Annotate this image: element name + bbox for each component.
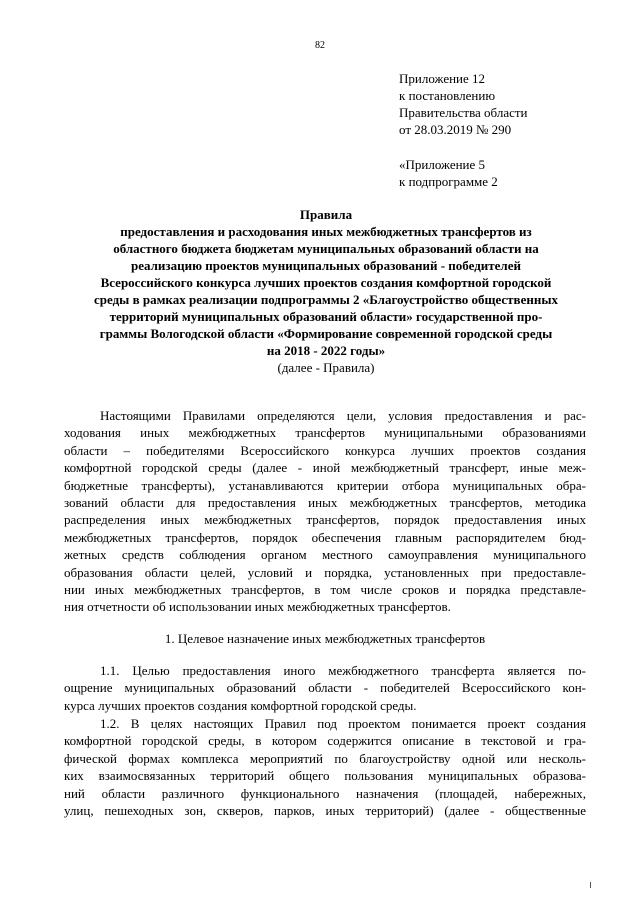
paragraph-line: Настоящими Правилами определяются цели, условия предоставления и рас- — [100, 408, 586, 423]
paragraph-line: области – победителями Всероссийского конкурса лучших проектов создания — [64, 442, 586, 458]
paragraph-line: ния отчетности об использовании иных межбюджетных трансфертов. — [64, 599, 451, 615]
title-line: на 2018 - 2022 годы» — [266, 343, 386, 358]
paragraph-line: улиц, пешеходных зон, скверов, парков, иных территорий) (далее - общественные — [64, 803, 586, 819]
paragraph-line: комфортной городской среды, в котором содержится описание в текстовой и гра- — [64, 733, 586, 749]
scan-mark — [590, 882, 591, 888]
appendix-main-block — [399, 70, 619, 138]
title-line: областного бюджета бюджетам муниципальных образований области на — [113, 241, 539, 256]
paragraph-line: ощрение муниципальных образований области - победителей Всероссийского кон- — [64, 680, 586, 696]
title-line: предоставления и расходования иных межбюджетных трансфертов из — [120, 224, 532, 239]
title-line: Всероссийского конкурса лучших проектов создания комфортной городской — [100, 275, 552, 290]
appendix-line: к подпрограмме 2 — [399, 174, 498, 189]
appendix-line: Правительства области — [399, 105, 528, 120]
appendix-sub-block — [399, 156, 619, 190]
paragraph-line: комфортной городской среды (далее - иной межбюджетный трансферт, иные меж- — [64, 460, 586, 476]
paragraph-line: курса лучших проектов создания комфортной городской среды. — [64, 697, 417, 713]
paragraph-line: образования области целей, условий и порядка, установленных при предоставле- — [64, 564, 586, 580]
appendix-line: Приложение 12 — [399, 71, 486, 86]
paragraph-line: ких взаимосвязанных территорий общего пользования муниципальных образова- — [64, 768, 586, 784]
appendix-line: от 28.03.2019 № 290 — [399, 122, 512, 137]
title-note: (далее - Правила) — [277, 360, 375, 375]
paragraph-line: 1.2. В целях настоящих Правил под проектом понимается проект создания — [100, 716, 586, 731]
paragraph-line: межбюджетных трансфертов, порядок обеспечения главным распорядителем бюд- — [64, 529, 586, 545]
intro-paragraph — [64, 407, 586, 616]
paragraph-line: распределения иных межбюджетных трансфертов, порядок предоставления иных — [64, 512, 586, 528]
paragraph-1-2 — [64, 715, 586, 819]
title-line: территорий муниципальных образований области» государственной про- — [109, 309, 543, 324]
title-line: реализацию проектов муниципальных образований - победителей — [131, 258, 521, 273]
section-1-heading: 1. Целевое назначение иных межбюджетных трансфертов — [164, 631, 486, 646]
page-number: 82 — [315, 40, 325, 51]
paragraph-line: ний области различного функционального назначения (площадей, набережных, — [64, 785, 586, 801]
paragraph-line: фической формах комплекса мероприятий по благоустройству одной или несколь- — [64, 750, 586, 766]
paragraph-line: ходования иных межбюджетных трансфертов муниципальными образованиями — [64, 425, 586, 441]
document-title — [72, 206, 580, 376]
paragraph-line: зований области для предоставления иных межбюджетных трансфертов, методика — [64, 495, 586, 511]
title-line: среды в рамках реализации подпрограммы 2 «Благоустройство общественных — [94, 292, 558, 307]
paragraph-line: 1.1. Целью предоставления иного межбюджетного трансферта является по- — [100, 663, 586, 678]
paragraph-line: нии иных межбюджетных трансфертов, в том числе сроков и порядка представле- — [64, 582, 586, 598]
appendix-line: «Приложение 5 — [399, 157, 486, 172]
paragraph-1-1 — [64, 662, 586, 714]
paragraph-line: бюджетные трансферты), устанавливаются критерии отбора муниципальных обра- — [64, 477, 586, 493]
title-line: граммы Вологодской области «Формирование современной городской среды — [99, 326, 553, 341]
appendix-line: к постановлению — [399, 88, 496, 103]
title-heading: Правила — [299, 207, 353, 222]
paragraph-line: жетных средств соблюдения органом местного самоуправления муниципального — [64, 547, 586, 563]
